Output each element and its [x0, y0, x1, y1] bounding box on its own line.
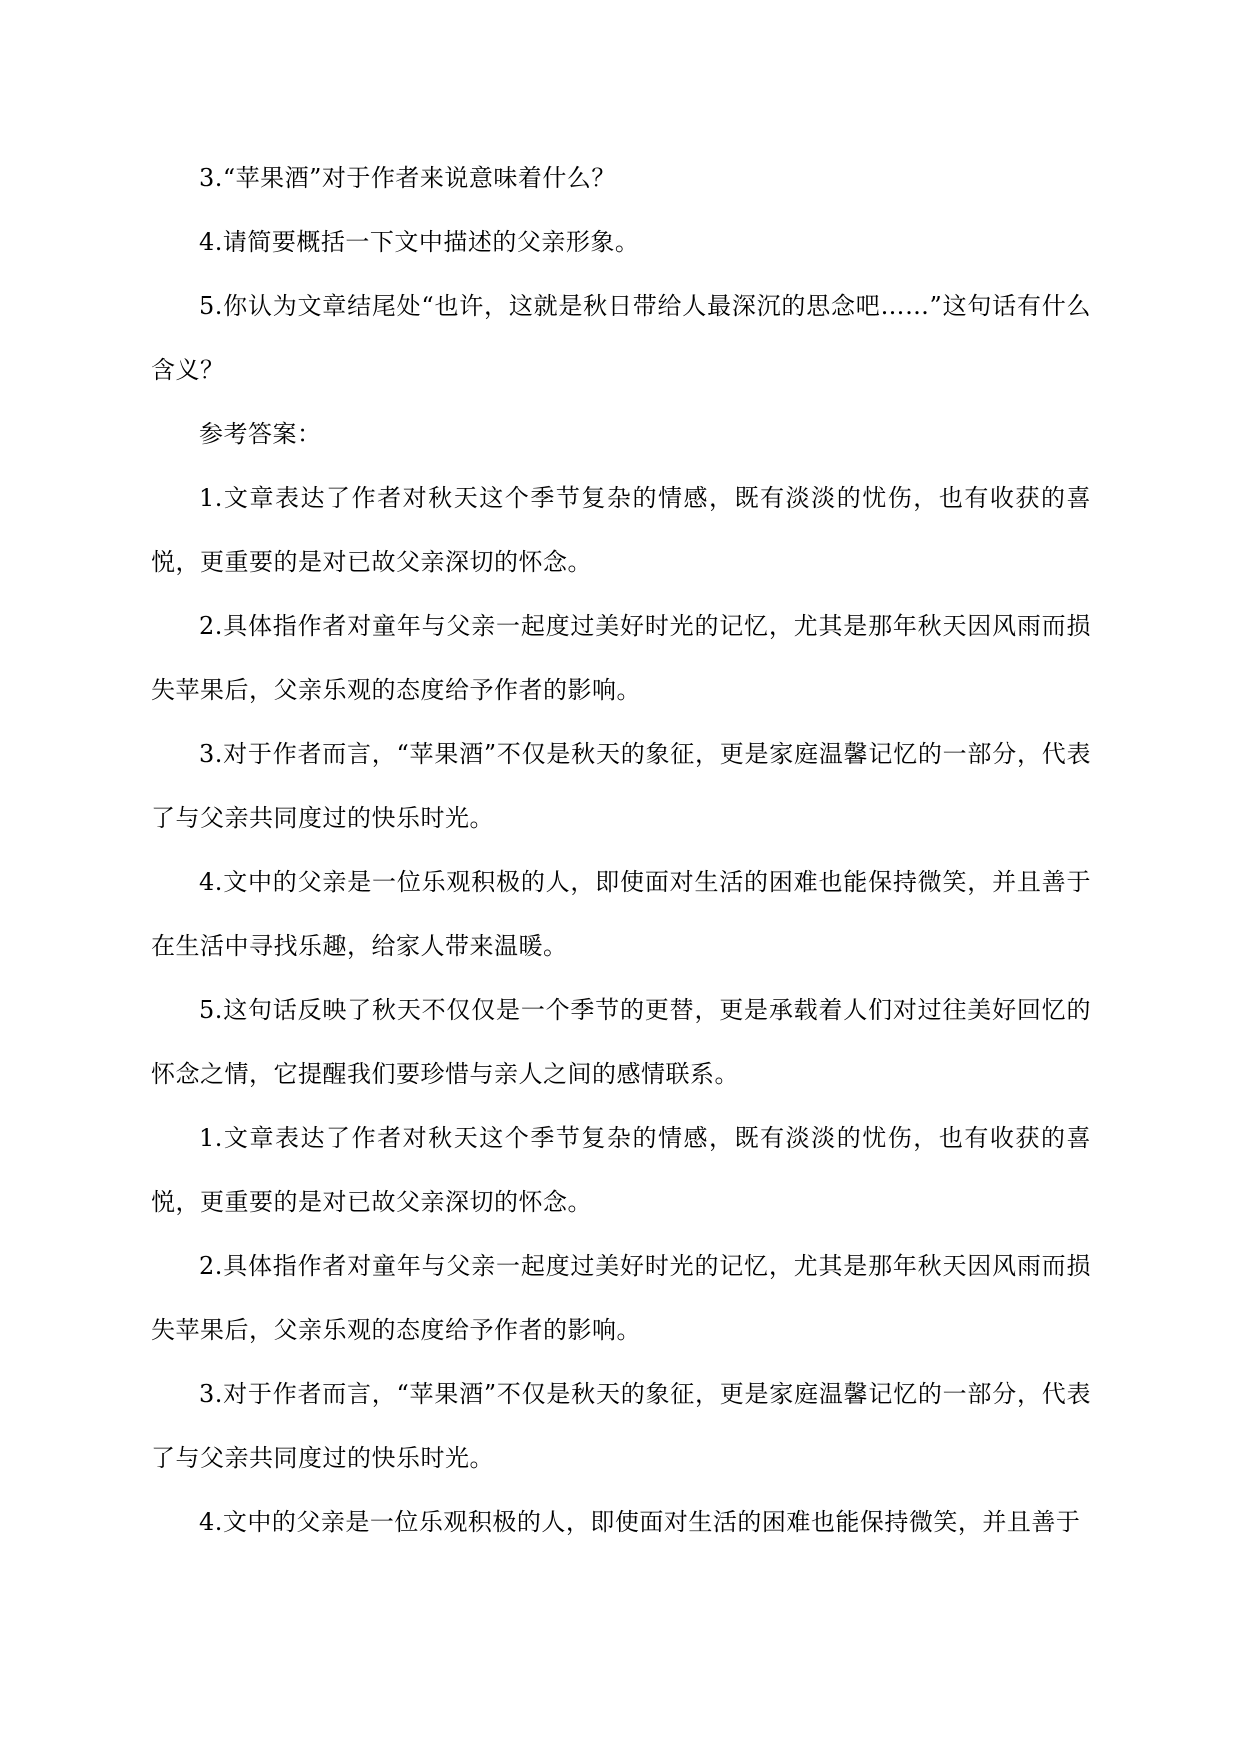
answer-3: 3.对于作者而言，“苹果酒”不仅是秋天的象征，更是家庭温馨记忆的一部分，代表了与父亲共同度过的快乐时光。: [151, 740, 1091, 832]
question-5: 5.你认为文章结尾处“也许，这就是秋日带给人最深沉的思念吧……”这句话有什么含义？: [151, 292, 1091, 384]
document-body: [151, 146, 1091, 1554]
question-4: 4.请简要概括一下文中描述的父亲形象。: [199, 228, 640, 256]
answer-3-repeat: 3.对于作者而言，“苹果酒”不仅是秋天的象征，更是家庭温馨记忆的一部分，代表了与父亲共同度过的快乐时光。: [151, 1380, 1091, 1472]
answer-1-repeat: 1.文章表达了作者对秋天这个季节复杂的情感，既有淡淡的忧伤，也有收获的喜悦，更重要的是对已故父亲深切的怀念。: [151, 1124, 1091, 1216]
answer-2-repeat: 2.具体指作者对童年与父亲一起度过美好时光的记忆，尤其是那年秋天因风雨而损失苹果后，父亲乐观的态度给予作者的影响。: [151, 1252, 1091, 1344]
question-3: 3.“苹果酒”对于作者来说意味着什么？: [199, 164, 616, 192]
answer-4: 4.文中的父亲是一位乐观积极的人，即使面对生活的困难也能保持微笑，并且善于在生活中寻找乐趣，给家人带来温暖。: [151, 868, 1091, 960]
answer-1: 1.文章表达了作者对秋天这个季节复杂的情感，既有淡淡的忧伤，也有收获的喜悦，更重要的是对已故父亲深切的怀念。: [151, 484, 1091, 576]
answer-4-repeat: 4.文中的父亲是一位乐观积极的人，即使面对生活的困难也能保持微笑，并且善于: [199, 1508, 1081, 1536]
answer-2: 2.具体指作者对童年与父亲一起度过美好时光的记忆，尤其是那年秋天因风雨而损失苹果后，父亲乐观的态度给予作者的影响。: [151, 612, 1091, 704]
answer-5: 5.这句话反映了秋天不仅仅是一个季节的更替，更是承载着人们对过往美好回忆的怀念之情，它提醒我们要珍惜与亲人之间的感情联系。: [151, 996, 1091, 1088]
answer-heading: 参考答案：: [199, 420, 322, 448]
